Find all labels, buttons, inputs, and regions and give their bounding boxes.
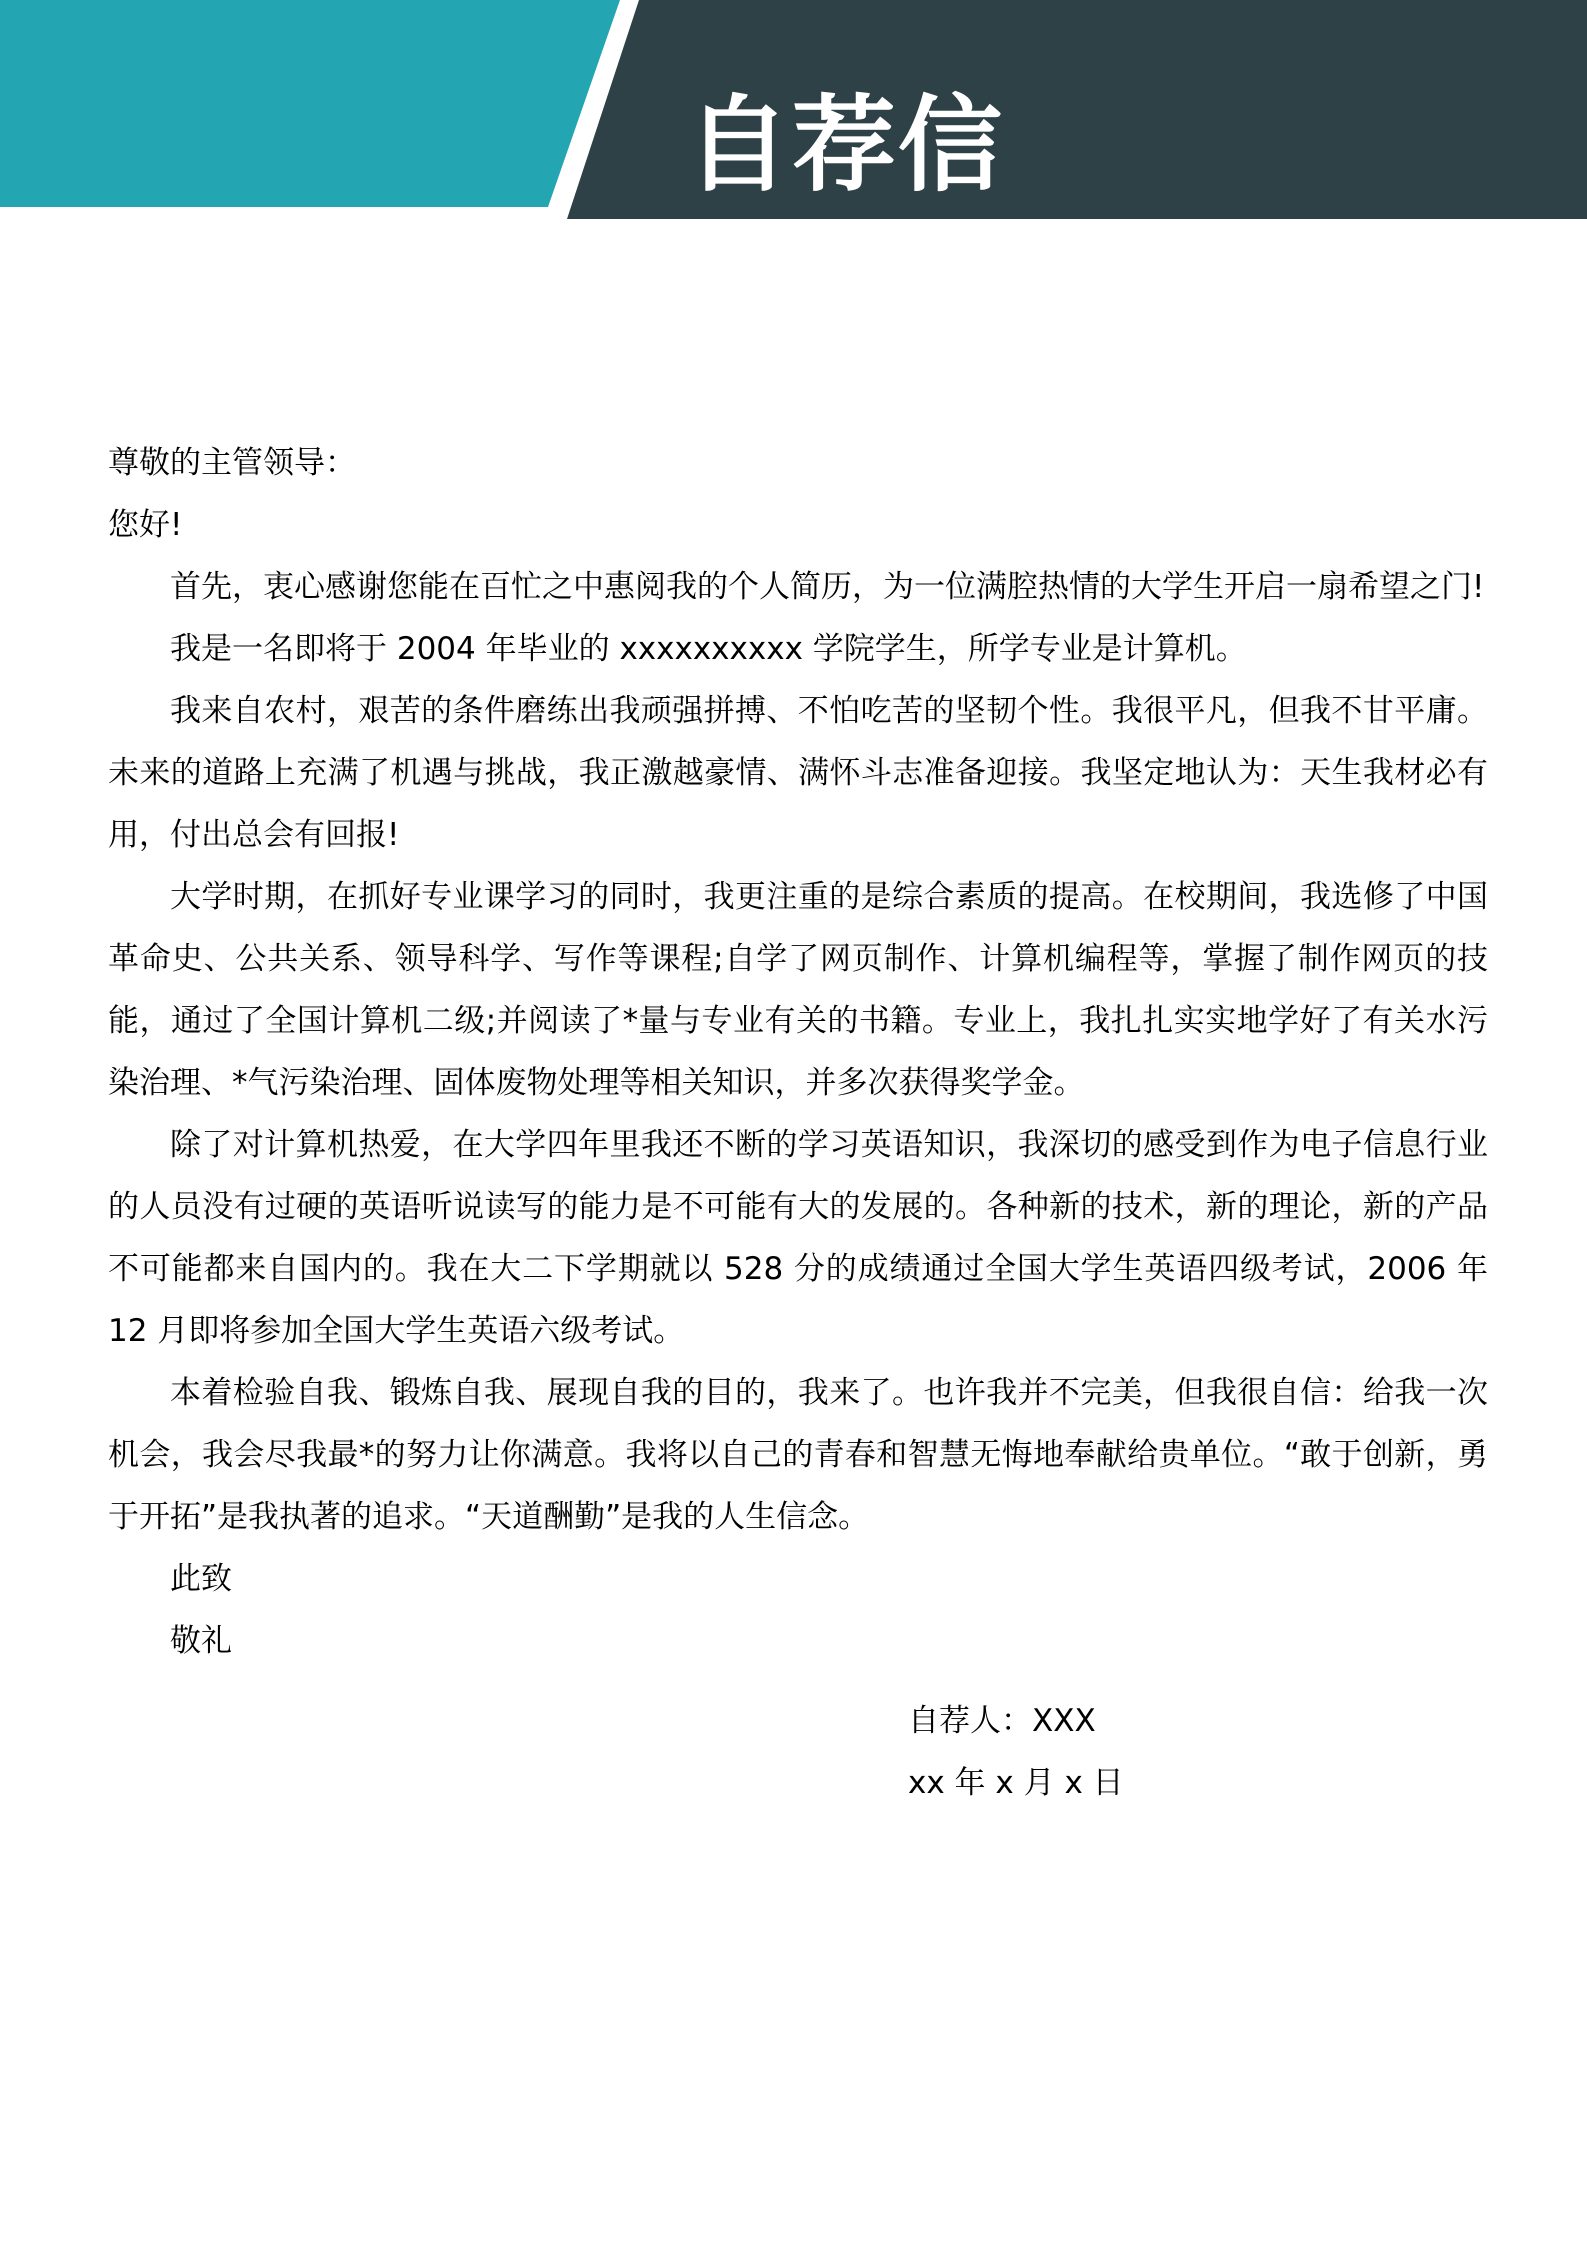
letter-paragraph: 我来自农村，艰苦的条件磨练出我顽强拼搏、不怕吃苦的坚韧个性。我很平凡，但我不甘平庸。未来的道路上充满了机遇与挑战，我正激越豪情、满怀斗志准备迎接。我坚定地认为：天生我材必有用，付出总会有回报! bbox=[108, 693, 1488, 853]
letter-paragraph: 我是一名即将于 2004 年毕业的 xxxxxxxxxx 学院学生，所学专业是计算机。 bbox=[170, 631, 1247, 667]
document-title: 自荐信 bbox=[686, 84, 1005, 206]
letter-paragraph: 首先，衷心感谢您能在百忙之中惠阅我的个人简历，为一位满腔热情的大学生开启一扇希望之门! bbox=[170, 569, 1485, 605]
letter-greeting: 您好! bbox=[108, 507, 183, 543]
letter-paragraph: 大学时期，在抓好专业课学习的同时，我更注重的是综合素质的提高。在校期间，我选修了中国革命史、公共关系、领导科学、写作等课程;自学了网页制作、计算机编程等，掌握了制作网页的技能，通过了全国计算机二级;并阅读了*量与专业有关的书籍。专业上，我扎扎实实地学好了有关水污染治理、*气污染治理、固体废物处理等相关知识，并多次获得奖学金。 bbox=[108, 879, 1488, 1101]
letter-paragraph: 本着检验自我、锻炼自我、展现自我的目的，我来了。也许我并不完美，但我很自信：给我一次机会，我会尽我最*的努力让你满意。我将以自己的青春和智慧无悔地奉献给贵单位。“敢于创新，勇于开拓”是我执著的追求。“天道酬勤”是我的人生信念。 bbox=[108, 1375, 1488, 1535]
letter-closing-cizhi: 此致 bbox=[170, 1561, 232, 1597]
letter-salutation: 尊敬的主管领导： bbox=[108, 445, 356, 481]
document-header-banner bbox=[0, 0, 1587, 300]
signature-date: xx 年 x 月 x 日 bbox=[908, 1765, 1124, 1801]
letter-body bbox=[108, 432, 1488, 1814]
letter-closing-jingli: 敬礼 bbox=[170, 1623, 232, 1659]
letter-paragraph: 除了对计算机热爱，在大学四年里我还不断的学习英语知识，我深切的感受到作为电子信息行业的人员没有过硬的英语听说读写的能力是不可能有大的发展的。各种新的技术，新的理论，新的产品不可能都来自国内的。我在大二下学期就以 528 分的成绩通过全国大学生英语四级考试，2006 年 12 月即将参加全国大学生英语六级考试。 bbox=[108, 1127, 1488, 1349]
signature-name: 自荐人：XXX bbox=[908, 1703, 1096, 1739]
signature-block bbox=[108, 1690, 1488, 1814]
